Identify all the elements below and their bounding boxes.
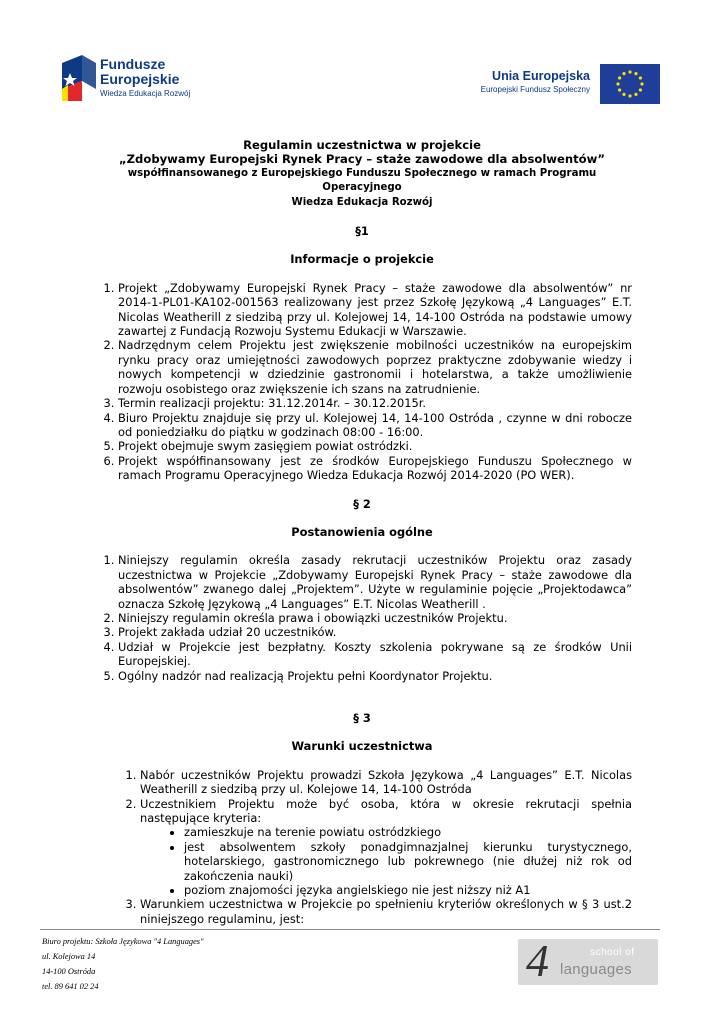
ue-line2: Europejski Fundusz Społeczny xyxy=(480,85,590,94)
criteria-item: • poziom znajomości języka angielskiego nie jest niższy niż A1 xyxy=(184,883,632,897)
section-2-number: § 2 xyxy=(353,496,371,511)
list-item: 2. Nadrzędnym celem Projektu jest zwiększenie mobilności uczestników na europejskim rynku pracy oraz umiejętności zawodowych poprzez praktyczne zdobywanie wiedzy i nowych kompetencji w dziedzinie gastronomii i hotelarstwa, a także umożliwienie rozwoju osobistego oraz zwiększenie ich szans na zatrudnienie. xyxy=(118,338,632,396)
criteria-item: • jest absolwentem szkoły ponadgimnazjalnej kierunku turystycznego, hotelarskiego, gastronomicznego lub pokrewnego (nie dłużej niż rok od zakończenia nauki) xyxy=(184,840,632,883)
list-item: 5. Ogólny nadzór nad realizacją Projektu pełni Koordynator Projektu. xyxy=(118,669,632,683)
ue-line1: Unia Europejska xyxy=(492,69,590,83)
header-program: Wiedza Edukacja Rozwój xyxy=(291,196,433,208)
criteria-intro: Uczestnikiem Projektu może być osoba, która w okresie rekrutacji spełnia następujące kryteria: xyxy=(140,796,632,826)
criteria-item: • zamieszkuje na terenie powiatu ostródzkiego xyxy=(184,825,632,839)
section-1-title: Informacje o projekcie xyxy=(290,252,434,267)
fe-line1: Fundusze xyxy=(100,56,166,72)
footer-divider xyxy=(40,929,660,930)
regulation-document xyxy=(92,138,632,926)
section-3-list xyxy=(92,768,632,926)
list-item: 3. Projekt zakłada udział 20 uczestników. xyxy=(118,625,632,639)
section-3-title: Warunki uczestnictwa xyxy=(291,739,433,754)
list-item: 4. Udział w Projekcie jest bezpłatny. Koszty szkolenia pokrywane są ze środków Unii Europejskiej. xyxy=(118,640,632,669)
header-cofinancing: współfinansowanego z Europejskiego Funduszu Społecznego w ramach Programu Operacyjnego xyxy=(127,167,597,194)
list-item: 1. Nabór uczestników Projektu prowadzi Szkoła Językowa „4 Languages” E.T. Nicolas Weatherill z siedzibą przy ul. Kolejowe 14, 14-100 Ostróda xyxy=(140,768,632,797)
list-item: 1. Projekt „Zdobywamy Europejski Rynek Pracy – staże zawodowe dla absolwentów” nr 2014-1-PL01-KA102-001563 realizowany jest przez Szkołę Językową „4 Languages” E.T. Nicolas Weatherill z siedzibą przy ul. Kolejowej 14, 14-100 Ostróda na podstawie umowy zawartej z Fundacją Rozwoju Systemu Edukacji w Warszawie. xyxy=(118,281,632,339)
list-item: 3. Warunkiem uczestnictwa w Projekcie po spełnieniu kryteriów określonych w § 3 ust.2 niniejszego regulaminu, jest: xyxy=(140,897,632,926)
section-3-number: § 3 xyxy=(353,711,371,725)
eu-flag-icon xyxy=(600,64,660,104)
school-logo-prefix: school of xyxy=(590,947,635,958)
list-item: 1. Niniejszy regulamin określa zasady rekrutacji uczestników Projektu oraz zasady uczestnictwa w Projekcie „Zdobywamy Europejski Rynek Pracy – staże zawodowe dla absolwentów” zwanego dalej „Projektem”. Użyte w regulaminie pojęcie „Projektodawca” oznacza Szkołę Językową „4 Languages” E.T. Nicolas Weatherill . xyxy=(118,553,632,611)
footer-street: ul. Kolejowa 14 xyxy=(42,952,96,961)
list-item: 3. Termin realizacji projektu: 31.12.2014r. – 30.12.2015r. xyxy=(118,396,632,410)
fe-line2: Europejskie xyxy=(100,71,180,87)
footer-city: 14-100 Ostróda xyxy=(42,967,96,976)
school-logo-digit: 4 xyxy=(526,935,549,986)
list-item: 5. Projekt obejmuje swym zasięgiem powiat ostródzki. xyxy=(118,439,632,453)
document-header xyxy=(92,138,632,210)
header-title: Regulamin uczestnictwa w projekcie xyxy=(243,138,481,152)
list-item xyxy=(140,797,632,898)
section-1-list xyxy=(92,281,632,483)
list-item: 4. Biuro Projektu znajduje się przy ul. Kolejowej 14, 14-100 Ostróda , czynne w dni robocze od poniedziałku do piątku w godzinach 08:00 - 16:00. xyxy=(118,411,632,440)
footer-phone: tel. 89 641 02 24 xyxy=(42,982,99,991)
fundusze-europejskie-logo xyxy=(62,55,212,105)
criteria-list xyxy=(140,825,632,897)
footer-office: Biuro projektu: Szkoła Językowa "4 Languages" xyxy=(42,937,204,946)
section-1-number: §1 xyxy=(355,224,369,239)
header-project-name: „Zdobywamy Europejski Rynek Pracy – staże zawodowe dla absolwentów” xyxy=(119,152,605,167)
school-logo-name: languages xyxy=(560,961,632,978)
unia-europejska-logo xyxy=(470,64,660,104)
list-item: 6. Projekt współfinansowany jest ze środków Europejskiego Funduszu Społecznego w ramach Programu Operacyjnego Wiedza Edukacja Rozwój 2014-2020 (PO WER). xyxy=(118,454,632,483)
list-item: 2. Niniejszy regulamin określa prawa i obowiązki uczestników Projektu. xyxy=(118,611,632,625)
footer-address xyxy=(42,934,204,994)
section-2-title: Postanowienia ogólne xyxy=(291,524,433,539)
section-2-list xyxy=(92,553,632,683)
fe-star-icon xyxy=(62,55,96,101)
fe-line3: Wiedza Edukacja Rozwój xyxy=(100,89,191,98)
school-of-languages-logo xyxy=(518,935,658,986)
